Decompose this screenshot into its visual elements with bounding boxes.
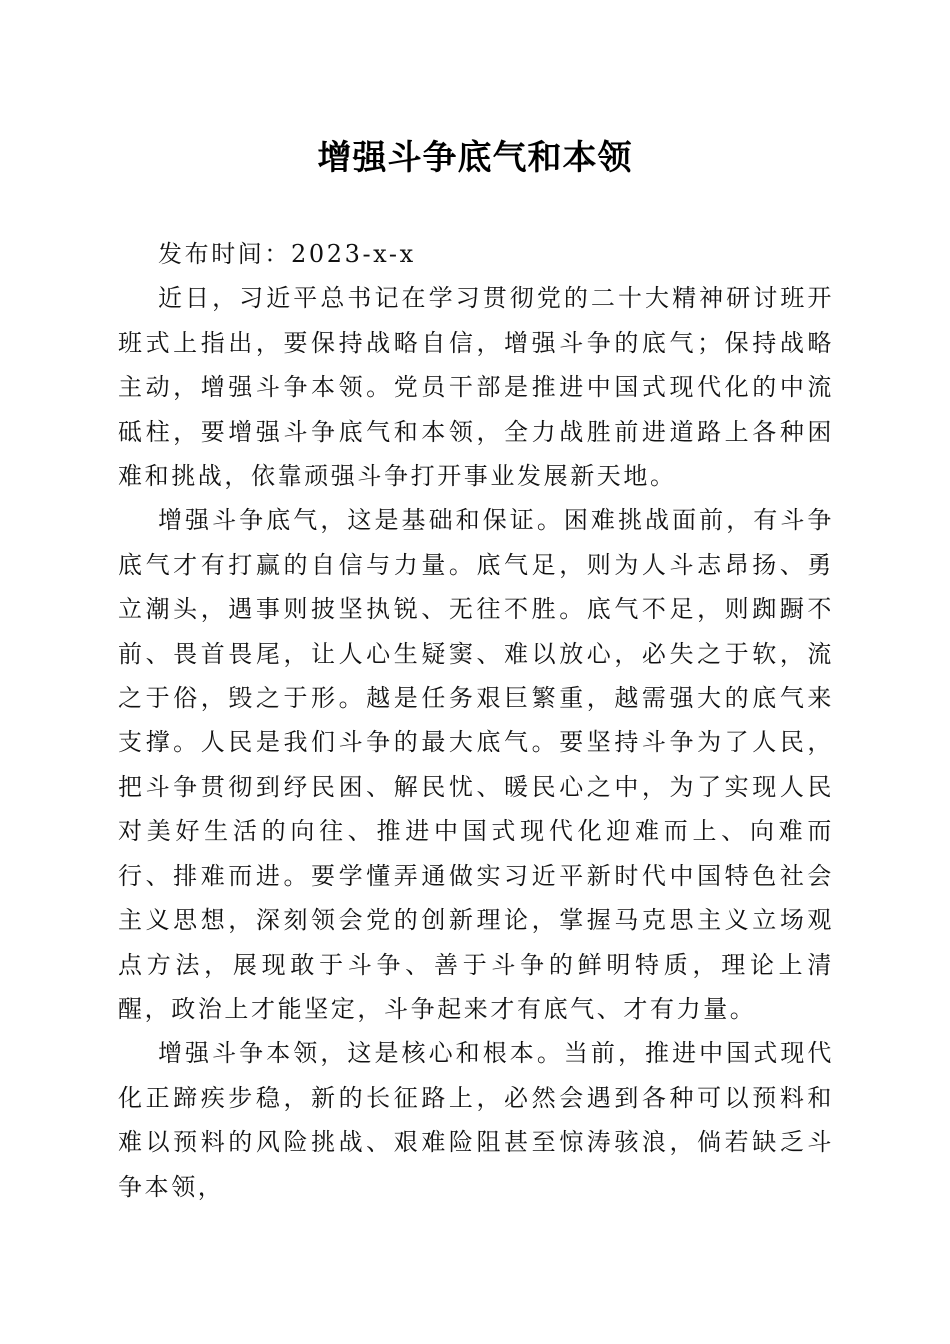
publish-date-value: 2023-x-x: [291, 240, 416, 268]
publish-date-label: 发布时间：: [158, 240, 291, 268]
paragraph-ability: 增强斗争本领，这是核心和根本。当前，推进中国式现代化正蹄疾步稳，新的长征路上，必然会遇到各种可以预料和难以预料的风险挑战、艰难险阻甚至惊涛骇浪，倘若缺乏斗争本领，: [118, 1039, 834, 1201]
paragraph-confidence: 增强斗争底气，这是基础和保证。困难挑战面前，有斗争底气才有打赢的自信与力量。底气足，则为人斗志昂扬、勇立潮头，遇事则披坚执锐、无往不胜。底气不足，则踟蹰不前、畏首畏尾，让人心生疑窦、难以放心，必失之于软，流之于俗，毁之于形。越是任务艰巨繁重，越需强大的底气来支撑。人民是我们斗争的最大底气。要坚持斗争为了人民，把斗争贯彻到纾民困、解民忧、暖民心之中，为了实现人民对美好生活的向往、推进中国式现代化迎难而上、向难而行、排难而进。要学懂弄通做实习近平新时代中国特色社会主义思想，深刻领会党的创新理论，掌握马克思主义立场观点方法，展现敢于斗争、善于斗争的鲜明特质，理论上清醒，政治上才能坚定，斗争起来才有底气、才有力量。: [118, 506, 834, 1023]
document-title: 增强斗争底气和本领: [317, 138, 633, 178]
document-body: [118, 232, 834, 1209]
publish-date-line: [118, 232, 834, 276]
paragraph-intro: 近日，习近平总书记在学习贯彻党的二十大精神研讨班开班式上指出，要保持战略自信，增强斗争的底气；保持战略主动，增强斗争本领。党员干部是推进中国式现代化的中流砥柱，要增强斗争底气和本领，全力战胜前进道路上各种困难和挑战，依靠顽强斗争打开事业发展新天地。: [118, 284, 834, 491]
